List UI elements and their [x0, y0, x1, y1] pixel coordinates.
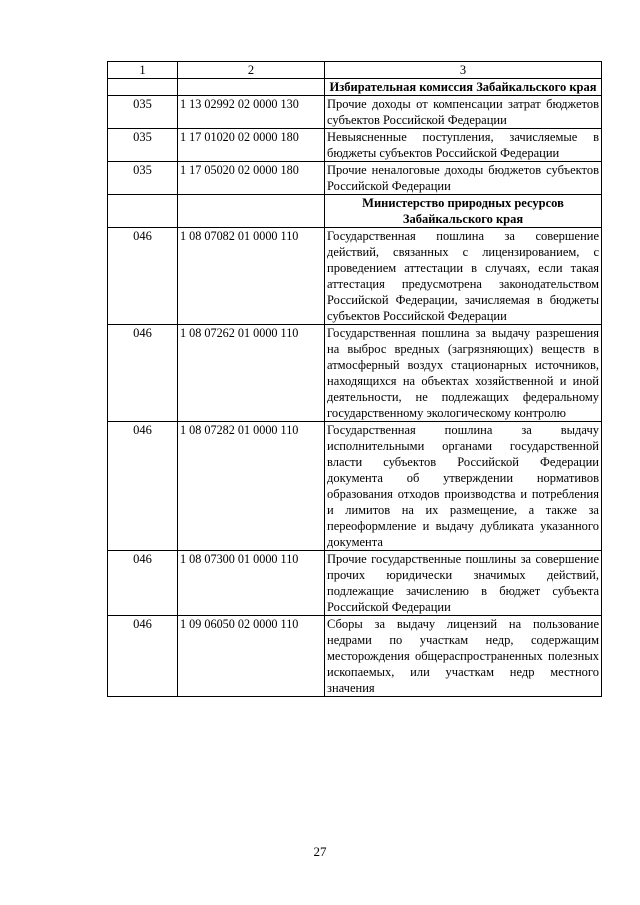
- budget-code: 1 09 06050 02 0000 110: [178, 616, 325, 697]
- section-title: Министерство природных ресурсов Забайкальского края: [325, 195, 602, 228]
- header-col-1: 1: [108, 62, 178, 79]
- admin-code: 046: [108, 551, 178, 616]
- table-row: [108, 129, 602, 162]
- section-title: Избирательная комиссия Забайкальского края: [325, 79, 602, 96]
- budget-code: 1 08 07300 01 0000 110: [178, 551, 325, 616]
- admin-code: 035: [108, 129, 178, 162]
- section-row: [108, 79, 602, 96]
- revenue-name: Государственная пошлина за выдачу исполнительными органами государственной власти субъектов Российской Федерации документа об утверждении нормативов образования отходов производства и потребления и лимитов на их размещение, а также за переоформление и выдачу дубликата указанного документа: [325, 422, 602, 551]
- table-row: [108, 96, 602, 129]
- budget-code: 1 08 07262 01 0000 110: [178, 325, 325, 422]
- table-header-row: [108, 62, 602, 79]
- admin-code: 035: [108, 162, 178, 195]
- table-row: [108, 162, 602, 195]
- budget-code: 1 13 02992 02 0000 130: [178, 96, 325, 129]
- table-body: [108, 79, 602, 697]
- table-row: [108, 616, 602, 697]
- budget-code: 1 17 01020 02 0000 180: [178, 129, 325, 162]
- table-row: [108, 551, 602, 616]
- revenue-name: Государственная пошлина за совершение действий, связанных с лицензированием, с проведением аттестации в случаях, если такая аттестация предусмотрена законодательством Российской Федерации, зачисляемая в бюджеты субъектов Российской Федерации: [325, 228, 602, 325]
- admin-code: 035: [108, 96, 178, 129]
- admin-code: 046: [108, 616, 178, 697]
- revenue-name: Государственная пошлина за выдачу разрешения на выброс вредных (загрязняющих) веществ в атмосферный воздух стационарных источников, находящихся на объектах хозяйственной и иной деятельности, не подлежащих федеральному государственному экологическому контролю: [325, 325, 602, 422]
- revenue-name: Прочие доходы от компенсации затрат бюджетов субъектов Российской Федерации: [325, 96, 602, 129]
- budget-code: 1 17 05020 02 0000 180: [178, 162, 325, 195]
- revenue-name: Невыясненные поступления, зачисляемые в бюджеты субъектов Российской Федерации: [325, 129, 602, 162]
- admin-code: 046: [108, 228, 178, 325]
- header-col-3: 3: [325, 62, 602, 79]
- budget-code: 1 08 07082 01 0000 110: [178, 228, 325, 325]
- table-row: [108, 422, 602, 551]
- budget-code: 1 08 07282 01 0000 110: [178, 422, 325, 551]
- admin-code: 046: [108, 325, 178, 422]
- table-row: [108, 228, 602, 325]
- revenue-name: Сборы за выдачу лицензий на пользование недрами по участкам недр, содержащим месторождения общераспространенных полезных ископаемых, или участкам недр местного значения: [325, 616, 602, 697]
- revenue-name: Прочие неналоговые доходы бюджетов субъектов Российской Федерации: [325, 162, 602, 195]
- revenue-table: [107, 61, 602, 697]
- revenue-name: Прочие государственные пошлины за совершение прочих юридически значимых действий, подлежащие зачислению в бюджет субъекта Российской Федерации: [325, 551, 602, 616]
- header-col-2: 2: [178, 62, 325, 79]
- section-row: [108, 195, 602, 228]
- admin-code: 046: [108, 422, 178, 551]
- page-number: 27: [313, 844, 327, 859]
- table-row: [108, 325, 602, 422]
